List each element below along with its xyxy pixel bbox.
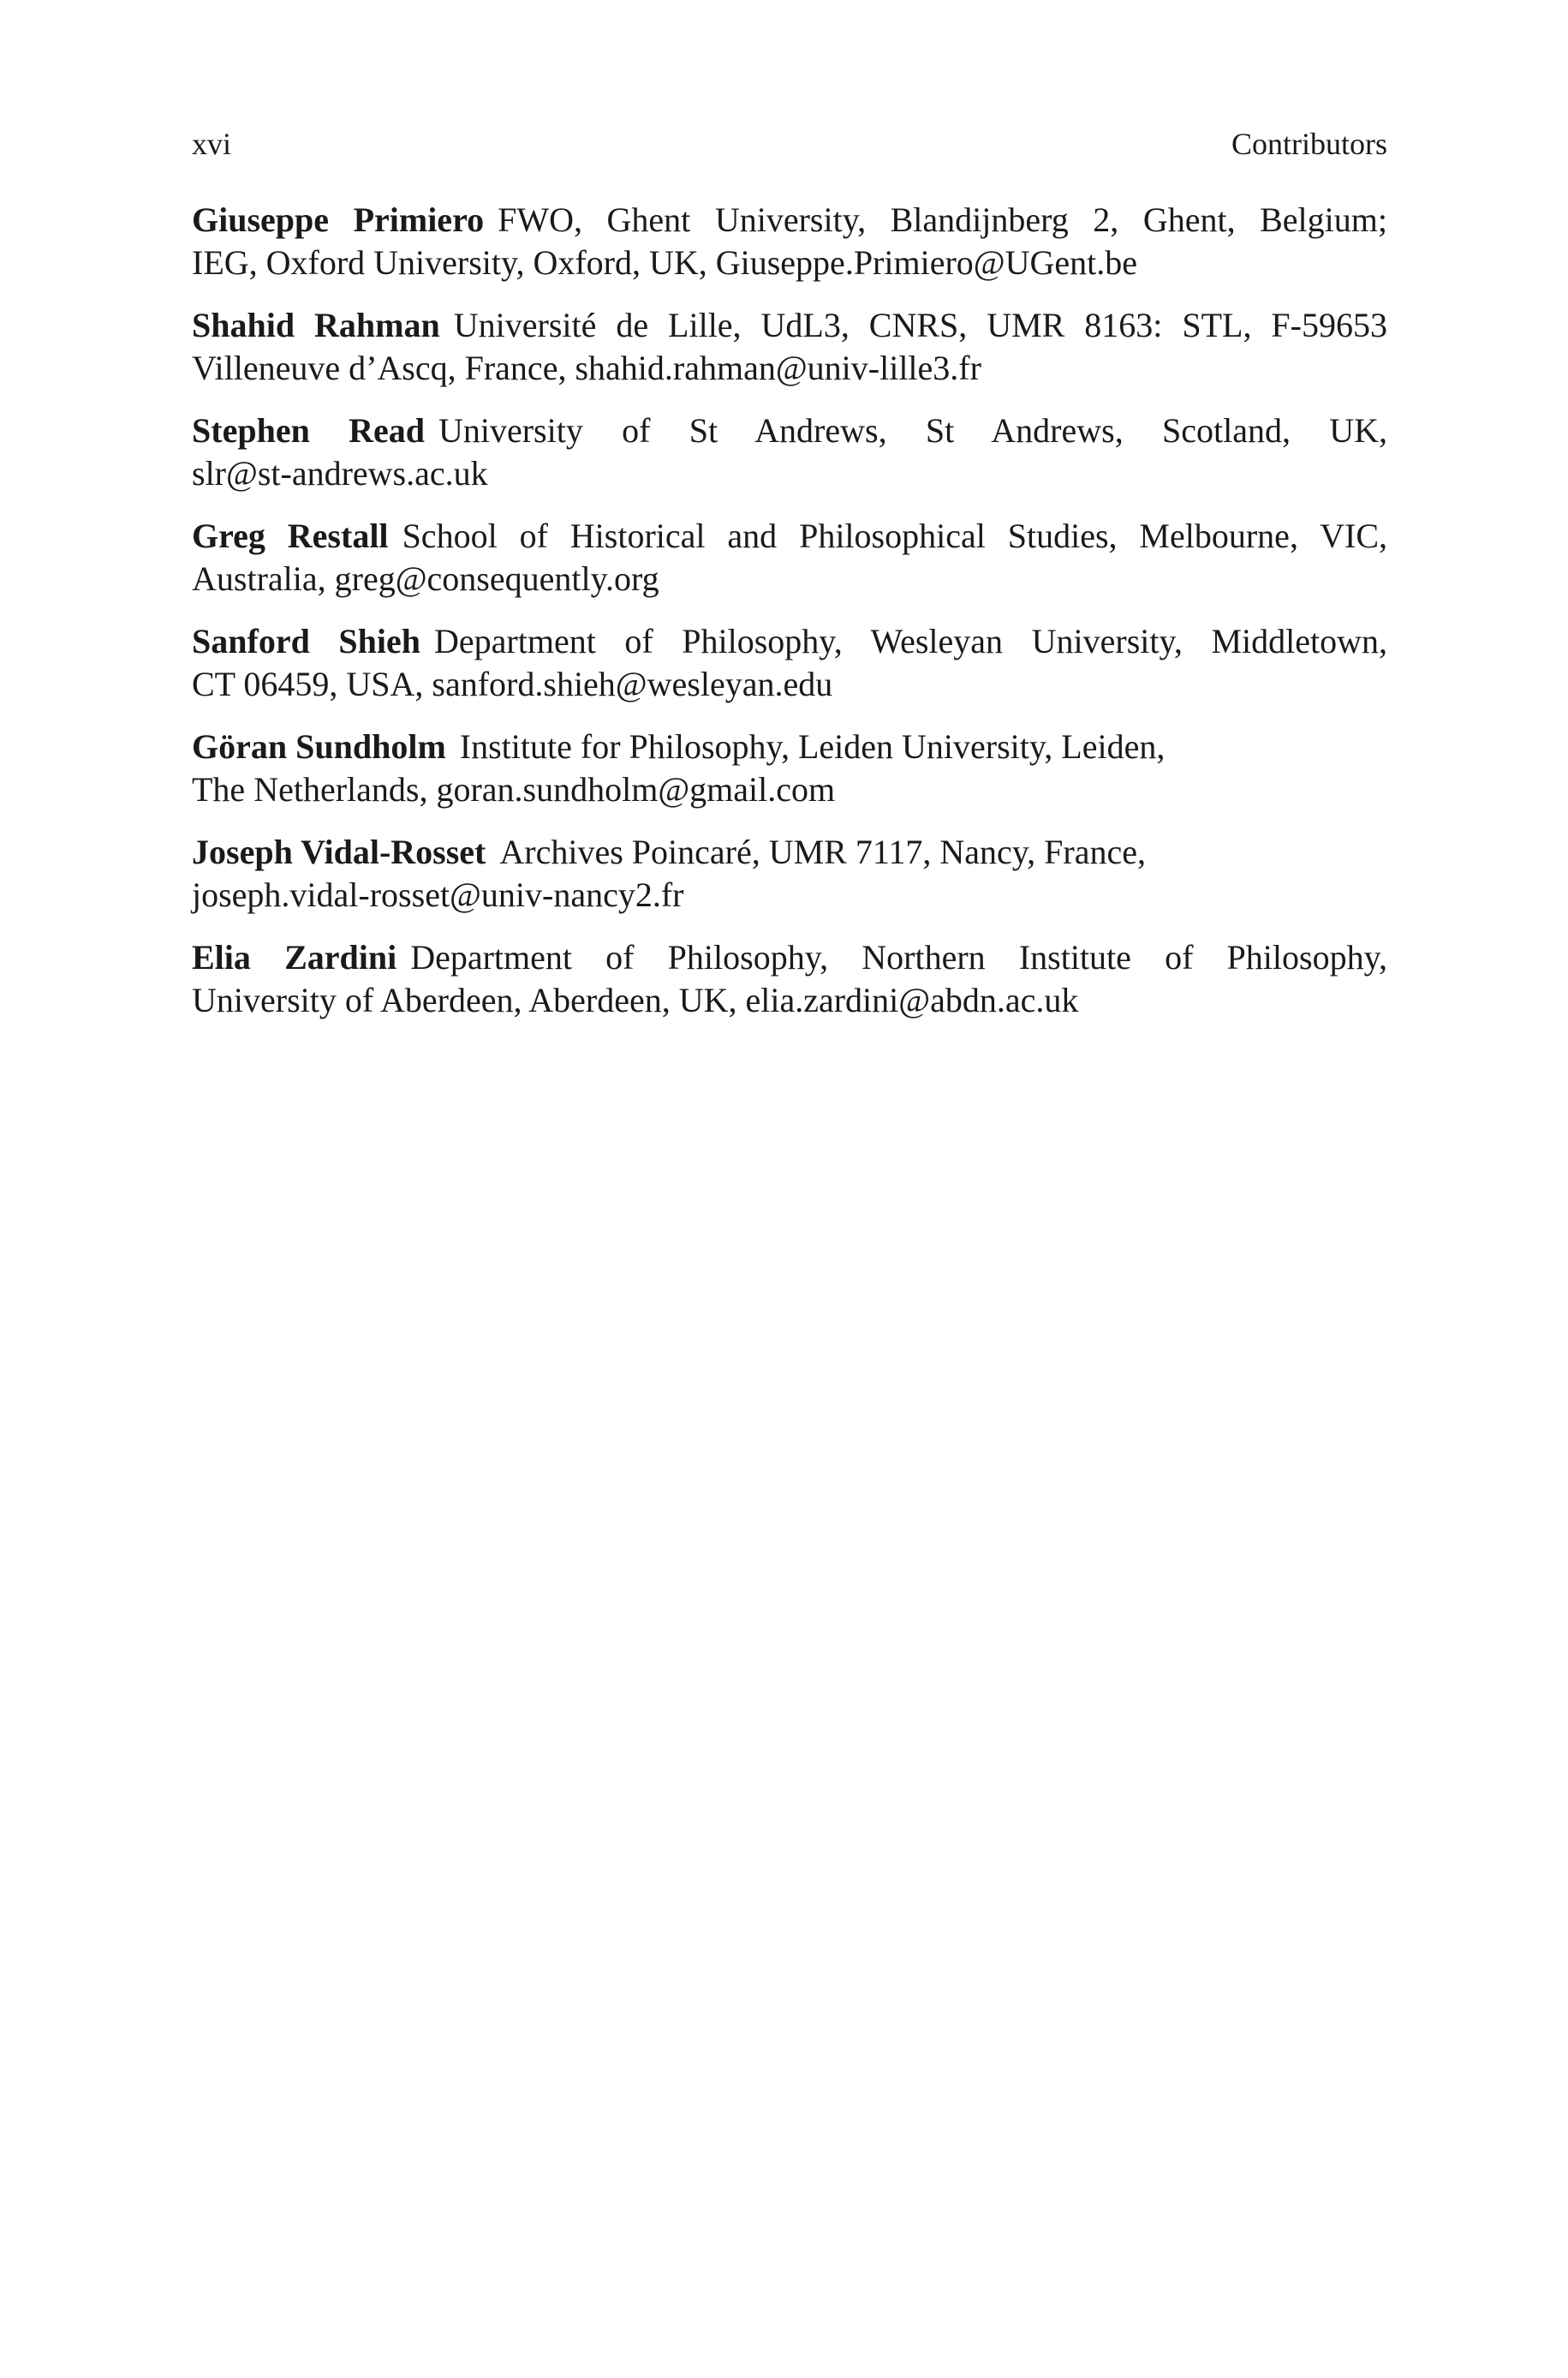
running-head	[192, 122, 1387, 165]
contributor-entry	[192, 304, 1387, 390]
contributor-entry	[192, 936, 1387, 1022]
contributors-list	[192, 199, 1387, 1042]
contributor-name: Joseph Vidal-Rosset	[192, 833, 486, 871]
contributor-affiliation: School of Historical and Philosophical Studies, Melbourne, VIC,	[402, 517, 1387, 555]
contributor-entry	[192, 409, 1387, 495]
contributor-line: Villeneuve d’Ascq, France, shahid.rahman@univ-lille3.fr	[192, 349, 981, 387]
contributor-line	[192, 304, 1387, 347]
contributor-name: Shahid Rahman	[192, 306, 440, 344]
contributor-entry	[192, 515, 1387, 600]
contributor-line	[192, 831, 1387, 874]
contributor-affiliation: Institute for Philosophy, Leiden University, Leiden,	[459, 727, 1166, 766]
contributor-line: IEG, Oxford University, Oxford, UK, Giuseppe.Primiero@UGent.be	[192, 243, 1138, 282]
contributor-line	[192, 726, 1387, 768]
contributor-line	[192, 620, 1387, 663]
contributor-name: Sanford Shieh	[192, 622, 420, 660]
contributor-line	[192, 199, 1387, 242]
contributor-entry	[192, 620, 1387, 706]
contributor-line: CT 06459, USA, sanford.shieh@wesleyan.edu	[192, 665, 833, 703]
contributor-entry	[192, 831, 1387, 917]
contributor-entry	[192, 726, 1387, 811]
contributor-affiliation: FWO, Ghent University, Blandijnberg 2, Ghent, Belgium;	[498, 200, 1387, 239]
contributor-affiliation: Archives Poincaré, UMR 7117, Nancy, France,	[499, 833, 1146, 871]
contributor-line: slr@st-andrews.ac.uk	[192, 454, 488, 493]
contributor-line: The Netherlands, goran.sundholm@gmail.com	[192, 770, 836, 809]
contributor-affiliation: Université de Lille, UdL3, CNRS, UMR 8163: STL, F-59653	[453, 306, 1388, 344]
contributor-affiliation: Department of Philosophy, Northern Institute of Philosophy,	[410, 938, 1387, 977]
running-title: Contributors	[1231, 127, 1387, 161]
contributor-line	[192, 515, 1387, 558]
contributor-line	[192, 409, 1387, 452]
contributor-line: Australia, greg@consequently.org	[192, 559, 659, 598]
contributor-line	[192, 936, 1387, 979]
contributor-name: Giuseppe Primiero	[192, 200, 485, 239]
contributor-line: joseph.vidal-rosset@univ-nancy2.fr	[192, 875, 684, 914]
contributor-line: University of Aberdeen, Aberdeen, UK, elia.zardini@abdn.ac.uk	[192, 981, 1079, 1019]
contributor-affiliation: University of St Andrews, St Andrews, Scotland, UK,	[438, 411, 1387, 450]
contributor-name: Stephen Read	[192, 411, 425, 450]
contributor-affiliation: Department of Philosophy, Wesleyan University, Middletown,	[434, 622, 1388, 660]
contributor-name: Göran Sundholm	[192, 727, 446, 766]
contributor-name: Elia Zardini	[192, 938, 397, 977]
page-number: xvi	[192, 127, 232, 161]
contributor-entry	[192, 199, 1387, 284]
contributor-name: Greg Restall	[192, 517, 389, 555]
